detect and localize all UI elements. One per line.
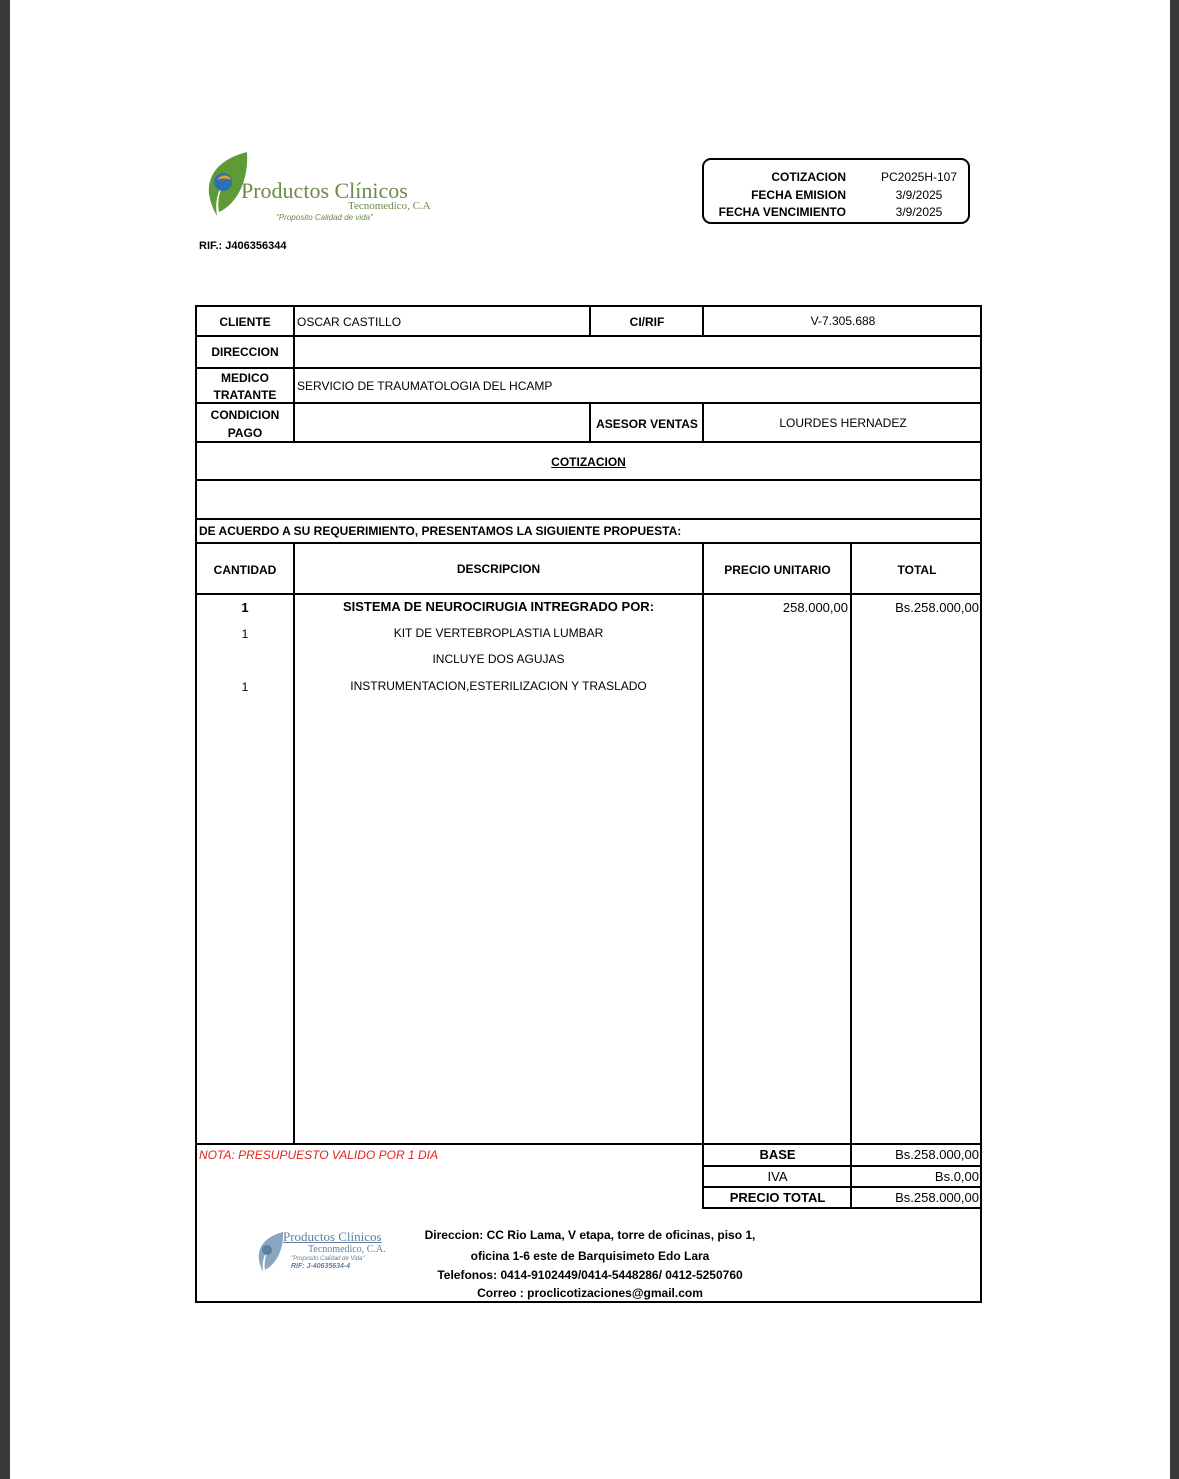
footer-address-line2: oficina 1-6 este de Barquisimeto Edo Lara — [470, 1249, 710, 1263]
base-label: BASE — [759, 1147, 796, 1162]
company-name: Productos Clínicos — [241, 178, 408, 203]
company-tagline: "Proposito Calidad de vida" — [276, 213, 373, 222]
intro-text: DE ACUERDO A SU REQUERIMIENTO, PRESENTAMOS LA SIGUIENTE PROPUESTA: — [199, 524, 682, 538]
direccion-label: DIRECCION — [211, 345, 279, 359]
medico-value: SERVICIO DE TRAUMATOLOGIA DEL HCAMP — [297, 379, 553, 393]
header-cantidad: CANTIDAD — [213, 563, 277, 577]
row-divider — [195, 479, 982, 481]
cliente-label: CLIENTE — [219, 315, 271, 329]
medico-label-line2: TRATANTE — [213, 388, 277, 402]
table-row-cantidad: 1 — [241, 680, 249, 694]
table-row-total: Bs.258.000,00 — [895, 600, 979, 615]
left-viewer-border — [0, 0, 10, 1479]
table-row-cantidad: 1 — [241, 600, 249, 615]
emision-label: FECHA EMISION — [751, 188, 846, 202]
precio-total-value: Bs.258.000,00 — [895, 1190, 979, 1205]
iva-label: IVA — [767, 1169, 788, 1184]
row-divider — [702, 1165, 982, 1167]
right-viewer-border — [1170, 0, 1179, 1479]
table-row-descripcion: INCLUYE DOS AGUJAS — [432, 652, 565, 666]
section-title: COTIZACION — [551, 455, 626, 469]
table-row-precio: 258.000,00 — [782, 600, 848, 615]
footer-rif: RIF: J-40635634-4 — [291, 1263, 351, 1270]
leaf-icon — [255, 1230, 285, 1274]
company-rif: RIF.: J406356344 — [199, 240, 287, 252]
iva-value: Bs.0,00 — [934, 1169, 979, 1184]
footer-tagline: "Proposito Calidad de Vida" — [291, 1256, 365, 1262]
header-precio: PRECIO UNITARIO — [724, 563, 831, 577]
cirif-value: V-7.305.688 — [810, 314, 876, 328]
cliente-value: OSCAR CASTILLO — [297, 315, 402, 329]
base-value: Bs.258.000,00 — [895, 1147, 979, 1162]
row-divider — [195, 593, 982, 595]
asesor-label: ASESOR VENTAS — [596, 417, 698, 431]
row-divider — [195, 367, 982, 369]
company-subname: Tecnomedico, C.A — [348, 200, 431, 212]
col-divider — [850, 542, 852, 1208]
company-logo — [203, 150, 453, 225]
table-row-descripcion: INSTRUMENTACION,ESTERILIZACION Y TRASLADO — [350, 679, 647, 693]
footer-email: Correo : proclicotizaciones@gmail.com — [477, 1286, 703, 1300]
header-descripcion: DESCRIPCION — [456, 562, 541, 576]
row-divider — [702, 1207, 982, 1209]
row-divider — [195, 542, 982, 544]
row-divider — [195, 1143, 982, 1145]
medico-label-line1: MEDICO — [221, 371, 269, 385]
footer-address-line1: Direccion: CC Rio Lama, V etapa, torre de oficinas, piso 1, — [424, 1228, 756, 1242]
table-row-descripcion: KIT DE VERTEBROPLASTIA LUMBAR — [393, 626, 604, 640]
cotizacion-value: PC2025H-107 — [880, 170, 958, 184]
vencimiento-label: FECHA VENCIMIENTO — [718, 205, 846, 219]
table-row-cantidad: 1 — [241, 627, 249, 641]
row-divider — [702, 1186, 982, 1188]
footer-phones: Telefonos: 0414-9102449/0414-5448286/ 0412-5250760 — [437, 1268, 743, 1282]
asesor-value: LOURDES HERNADEZ — [779, 416, 907, 430]
table-row-descripcion: SISTEMA DE NEUROCIRUGIA INTREGRADO POR: — [342, 599, 655, 614]
condicion-label-line1: CONDICION — [210, 408, 280, 422]
validity-note: NOTA: PRESUPUESTO VALIDO POR 1 DIA — [199, 1148, 438, 1162]
footer-logo — [253, 1228, 393, 1278]
footer-company-name: Productos Clínicos — [283, 1229, 382, 1244]
cotizacion-label: COTIZACION — [771, 170, 846, 184]
col-divider — [702, 542, 704, 1208]
quote-info-box — [702, 158, 970, 224]
row-divider — [195, 518, 982, 520]
cirif-label: CI/RIF — [629, 315, 665, 329]
footer-company-subname: Tecnomedico, C.A. — [308, 1244, 386, 1255]
vencimiento-value: 3/9/2025 — [895, 205, 943, 219]
precio-total-label: PRECIO TOTAL — [729, 1190, 826, 1205]
emision-value: 3/9/2025 — [895, 188, 943, 202]
header-total: TOTAL — [897, 563, 937, 577]
condicion-label-line2: PAGO — [227, 426, 263, 440]
